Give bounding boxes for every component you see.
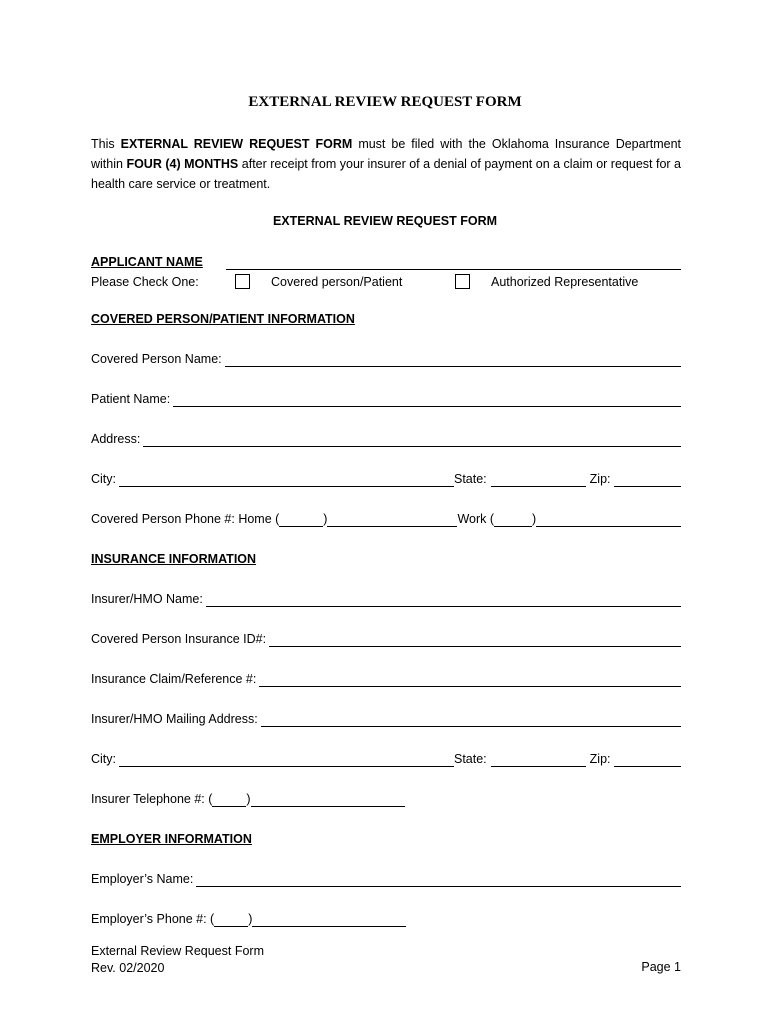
insurance-id-label: Covered Person Insurance ID#: — [91, 632, 267, 646]
zip-field[interactable] — [614, 473, 681, 487]
claim-reference-field[interactable] — [259, 673, 681, 687]
insurer-state-field[interactable] — [491, 753, 586, 767]
insurance-id-row — [91, 629, 681, 647]
claim-reference-row — [91, 669, 681, 687]
insurer-phone-field[interactable] — [251, 793, 405, 807]
insurer-mailing-field[interactable] — [261, 713, 681, 727]
city-label: City: — [91, 472, 116, 486]
covered-person-name-label: Covered Person Name: — [91, 352, 222, 366]
city-field[interactable] — [119, 473, 454, 487]
employer-phone-label: Employer’s Phone #: ( — [91, 912, 215, 926]
insurer-area-code-field[interactable] — [212, 793, 246, 807]
zip-label: Zip: — [589, 472, 611, 486]
covered-person-option-label: Covered person/Patient — [271, 275, 403, 289]
home-phone-field[interactable] — [327, 513, 457, 527]
covered-phone-row — [91, 509, 681, 527]
home-phone-label: Covered Person Phone #: Home ( — [91, 512, 280, 526]
insurance-heading: INSURANCE INFORMATION — [91, 552, 257, 566]
covered-person-name-row — [91, 349, 681, 367]
applicant-name-field[interactable] — [226, 256, 681, 270]
address-field[interactable] — [143, 433, 681, 447]
insurer-name-label: Insurer/HMO Name: — [91, 592, 203, 606]
intro-paragraph: This EXTERNAL REVIEW REQUEST FORM must be filed with the Oklahoma Insurance Department within FOUR (4) MONTHS after receipt from your insurer of a denial of payment on a claim or request for a health care service or treatment. — [91, 137, 682, 191]
insurer-name-field[interactable] — [206, 593, 681, 607]
applicant-name-row — [91, 252, 681, 270]
insurer-city-label: City: — [91, 752, 116, 766]
insurer-phone-label: Insurer Telephone #: ( — [91, 792, 213, 806]
employer-phone-field[interactable] — [252, 913, 406, 927]
employer-name-field[interactable] — [196, 873, 681, 887]
claim-reference-label: Insurance Claim/Reference #: — [91, 672, 257, 686]
home-area-code-field[interactable] — [279, 513, 323, 527]
authorized-rep-option-label: Authorized Representative — [491, 275, 639, 289]
authorized-rep-checkbox[interactable] — [455, 274, 470, 289]
employer-paren-close: ) — [248, 912, 253, 926]
work-phone-field[interactable] — [536, 513, 681, 527]
patient-name-label: Patient Name: — [91, 392, 171, 406]
patient-name-row — [91, 389, 681, 407]
footer-form-name: External Review Request Form — [91, 944, 264, 958]
check-one-label: Please Check One: — [91, 275, 199, 289]
insurer-city-state-zip-row — [91, 749, 681, 767]
covered-person-checkbox[interactable] — [235, 274, 250, 289]
state-field[interactable] — [491, 473, 586, 487]
insurer-name-row — [91, 589, 681, 607]
covered-person-heading: COVERED PERSON/PATIENT INFORMATION — [91, 312, 355, 326]
employer-area-code-field[interactable] — [214, 913, 248, 927]
insurer-paren-close: ) — [246, 792, 251, 806]
insurance-id-field[interactable] — [269, 633, 681, 647]
patient-name-field[interactable] — [173, 393, 681, 407]
employer-heading: EMPLOYER INFORMATION — [91, 832, 252, 846]
employer-phone-row — [91, 909, 411, 927]
address-row — [91, 429, 681, 447]
work-area-code-field[interactable] — [494, 513, 532, 527]
insurer-zip-label: Zip: — [589, 752, 611, 766]
form-title: EXTERNAL REVIEW REQUEST FORM — [248, 94, 522, 110]
employer-name-row — [91, 869, 681, 887]
applicant-name-heading: APPLICANT NAME — [91, 255, 203, 269]
page-number: Page 1 — [641, 960, 681, 974]
insurer-city-field[interactable] — [119, 753, 454, 767]
home-paren-close: ) — [323, 512, 328, 526]
city-state-zip-row — [91, 469, 681, 487]
insurer-mailing-label: Insurer/HMO Mailing Address: — [91, 712, 258, 726]
work-paren-close: ) — [532, 512, 537, 526]
address-label: Address: — [91, 432, 141, 446]
insurer-phone-row — [91, 789, 411, 807]
work-phone-label: Work ( — [457, 512, 495, 526]
insurer-zip-field[interactable] — [614, 753, 681, 767]
insurer-state-label: State: — [454, 752, 487, 766]
footer-revision: Rev. 02/2020 — [91, 961, 165, 975]
state-label: State: — [454, 472, 487, 486]
deadline-emphasis: FOUR (4) MONTHS — [126, 157, 239, 171]
insurer-mailing-row — [91, 709, 681, 727]
form-subtitle: EXTERNAL REVIEW REQUEST FORM — [272, 214, 498, 228]
form-name-emphasis: EXTERNAL REVIEW REQUEST FORM — [120, 137, 353, 151]
employer-name-label: Employer’s Name: — [91, 872, 194, 886]
covered-person-name-field[interactable] — [225, 353, 681, 367]
